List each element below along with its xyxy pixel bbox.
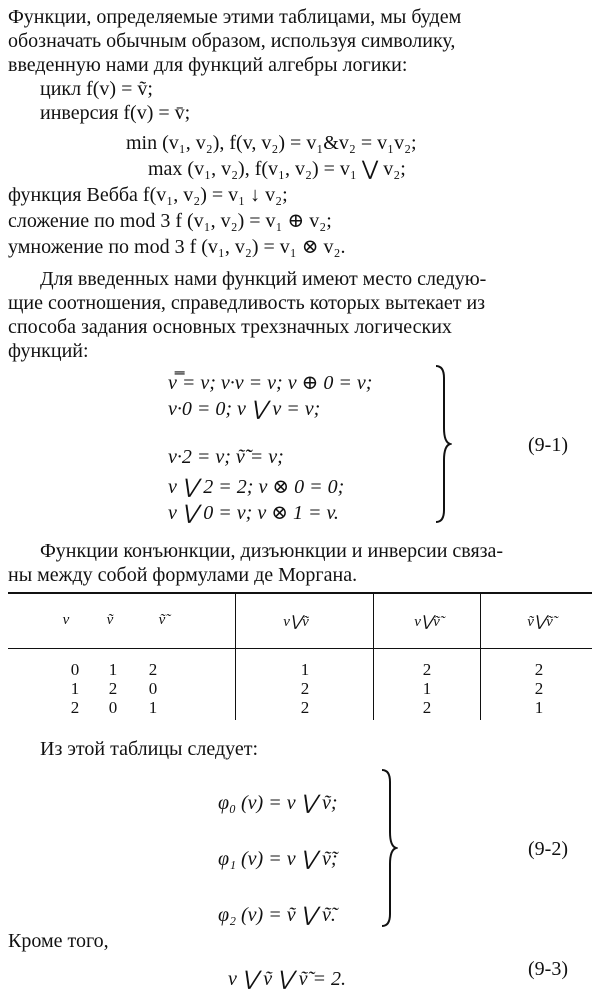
table-cell: 0: [70, 660, 80, 679]
table-top-rule: [8, 592, 592, 594]
system1-line-4: v ⋁ 2 = 2; v ⊗ 0 = 0;: [168, 476, 345, 498]
table-cell: 2: [422, 698, 432, 717]
system1-line-5: v ⋁ 0 = v; v ⊗ 1 = v.: [168, 502, 339, 524]
def-min: min (v₁, v₂), f(v, v₂) = v₁&v₂ = v₁v₂;: [126, 132, 417, 154]
table-cell: 0: [108, 698, 118, 717]
intro-line-3: введенную нами для функций алгебры логики:: [8, 54, 408, 76]
table-cell: 1: [300, 660, 310, 679]
table-cell: 2: [534, 660, 544, 679]
table-cell: 2: [70, 698, 80, 717]
table-cell: 2: [534, 679, 544, 698]
equation-number-9-1: (9-1): [528, 434, 568, 456]
para2-line-1: Для введенных нами функций имеют место следую-: [40, 268, 487, 290]
table-header-v-tilde: ṽ: [106, 612, 114, 628]
equation-number-9-2: (9-2): [528, 838, 568, 860]
system2-line-1: φ₀ (v) = v ⋁ ṽ;: [218, 792, 338, 814]
table-header-v: v: [62, 612, 70, 628]
para2-line-4: функций:: [8, 340, 89, 362]
table-header-v-or-v-tilde: v⋁ṽ: [283, 614, 309, 630]
table-cell: 1: [422, 679, 432, 698]
para3-line-2: ны между собой формулами де Моргана.: [8, 564, 358, 586]
def-webb: функция Вебба f(v₁, v₂) = v₁ ↓ v₂;: [8, 184, 288, 206]
table-cell: 2: [148, 660, 158, 679]
equation-number-9-3: (9-3): [528, 958, 568, 980]
table-divider-2: [373, 594, 374, 720]
right-brace-1: [432, 364, 452, 524]
def-add: сложение по mod 3 f (v₁, v₂) = v₁ ⊕ v₂;: [8, 210, 332, 232]
system1-line-1: v̿ = v; v·v = v; v ⊕ 0 = v;: [168, 372, 373, 394]
para4: Из этой таблицы следует:: [40, 738, 259, 760]
intro-line-2: обозначать обычным образом, используя символику,: [8, 30, 456, 52]
para2-line-3: способа задания основных трехзначных логических: [8, 316, 452, 338]
table-cell: 1: [70, 679, 80, 698]
table-cell: 2: [300, 679, 310, 698]
table-divider-3: [480, 594, 481, 720]
para2-line-2: щие соотношения, справедливость которых вытекает из: [8, 292, 486, 314]
table-divider-1: [235, 594, 236, 720]
def-mul: умножение по mod 3 f (v₁, v₂) = v₁ ⊗ v₂.: [8, 236, 346, 258]
system2-line-2: φ₁ (v) = v ⋁ ṽ̃;: [218, 848, 338, 870]
table-cell: 2: [108, 679, 118, 698]
table-cell: 1: [534, 698, 544, 717]
system1-line-2: v·0 = 0; v ⋁ v = v;: [168, 398, 321, 420]
def-inversion: инверсия f(v) = v̄;: [40, 102, 191, 124]
table-cell: 2: [300, 698, 310, 717]
table-cell: 1: [108, 660, 118, 679]
para5: Кроме того,: [8, 930, 109, 952]
table-header-vtilde-or-v-double-tilde: ṽ⋁ṽ̃: [527, 614, 553, 630]
intro-line-1: Функции, определяемые этими таблицами, мы будем: [8, 6, 462, 28]
system2-line-3: φ₂ (v) = ṽ ⋁ ṽ̃.: [218, 904, 336, 926]
right-brace-2: [378, 768, 398, 928]
para3-line-1: Функции конъюнкции, дизъюнкции и инверсии связа-: [40, 540, 504, 562]
table-cell: 0: [148, 679, 158, 698]
table-header-v-double-tilde: ṽ̃: [158, 612, 166, 628]
def-cycle: цикл f(v) = ṽ;: [40, 78, 153, 100]
table-cell: 1: [148, 698, 158, 717]
system1-line-3: v·2 = v; ṽ̃̃ = v;: [168, 446, 284, 468]
equation-9-3: v ⋁ ṽ ⋁ ṽ̃ = 2.: [228, 968, 346, 990]
def-max: max (v₁, v₂), f(v₁, v₂) = v₁ ⋁ v₂;: [148, 158, 406, 180]
table-header-rule: [8, 648, 592, 649]
table-cell: 2: [422, 660, 432, 679]
table-header-v-or-v-double-tilde: v⋁ṽ̃: [414, 614, 440, 630]
